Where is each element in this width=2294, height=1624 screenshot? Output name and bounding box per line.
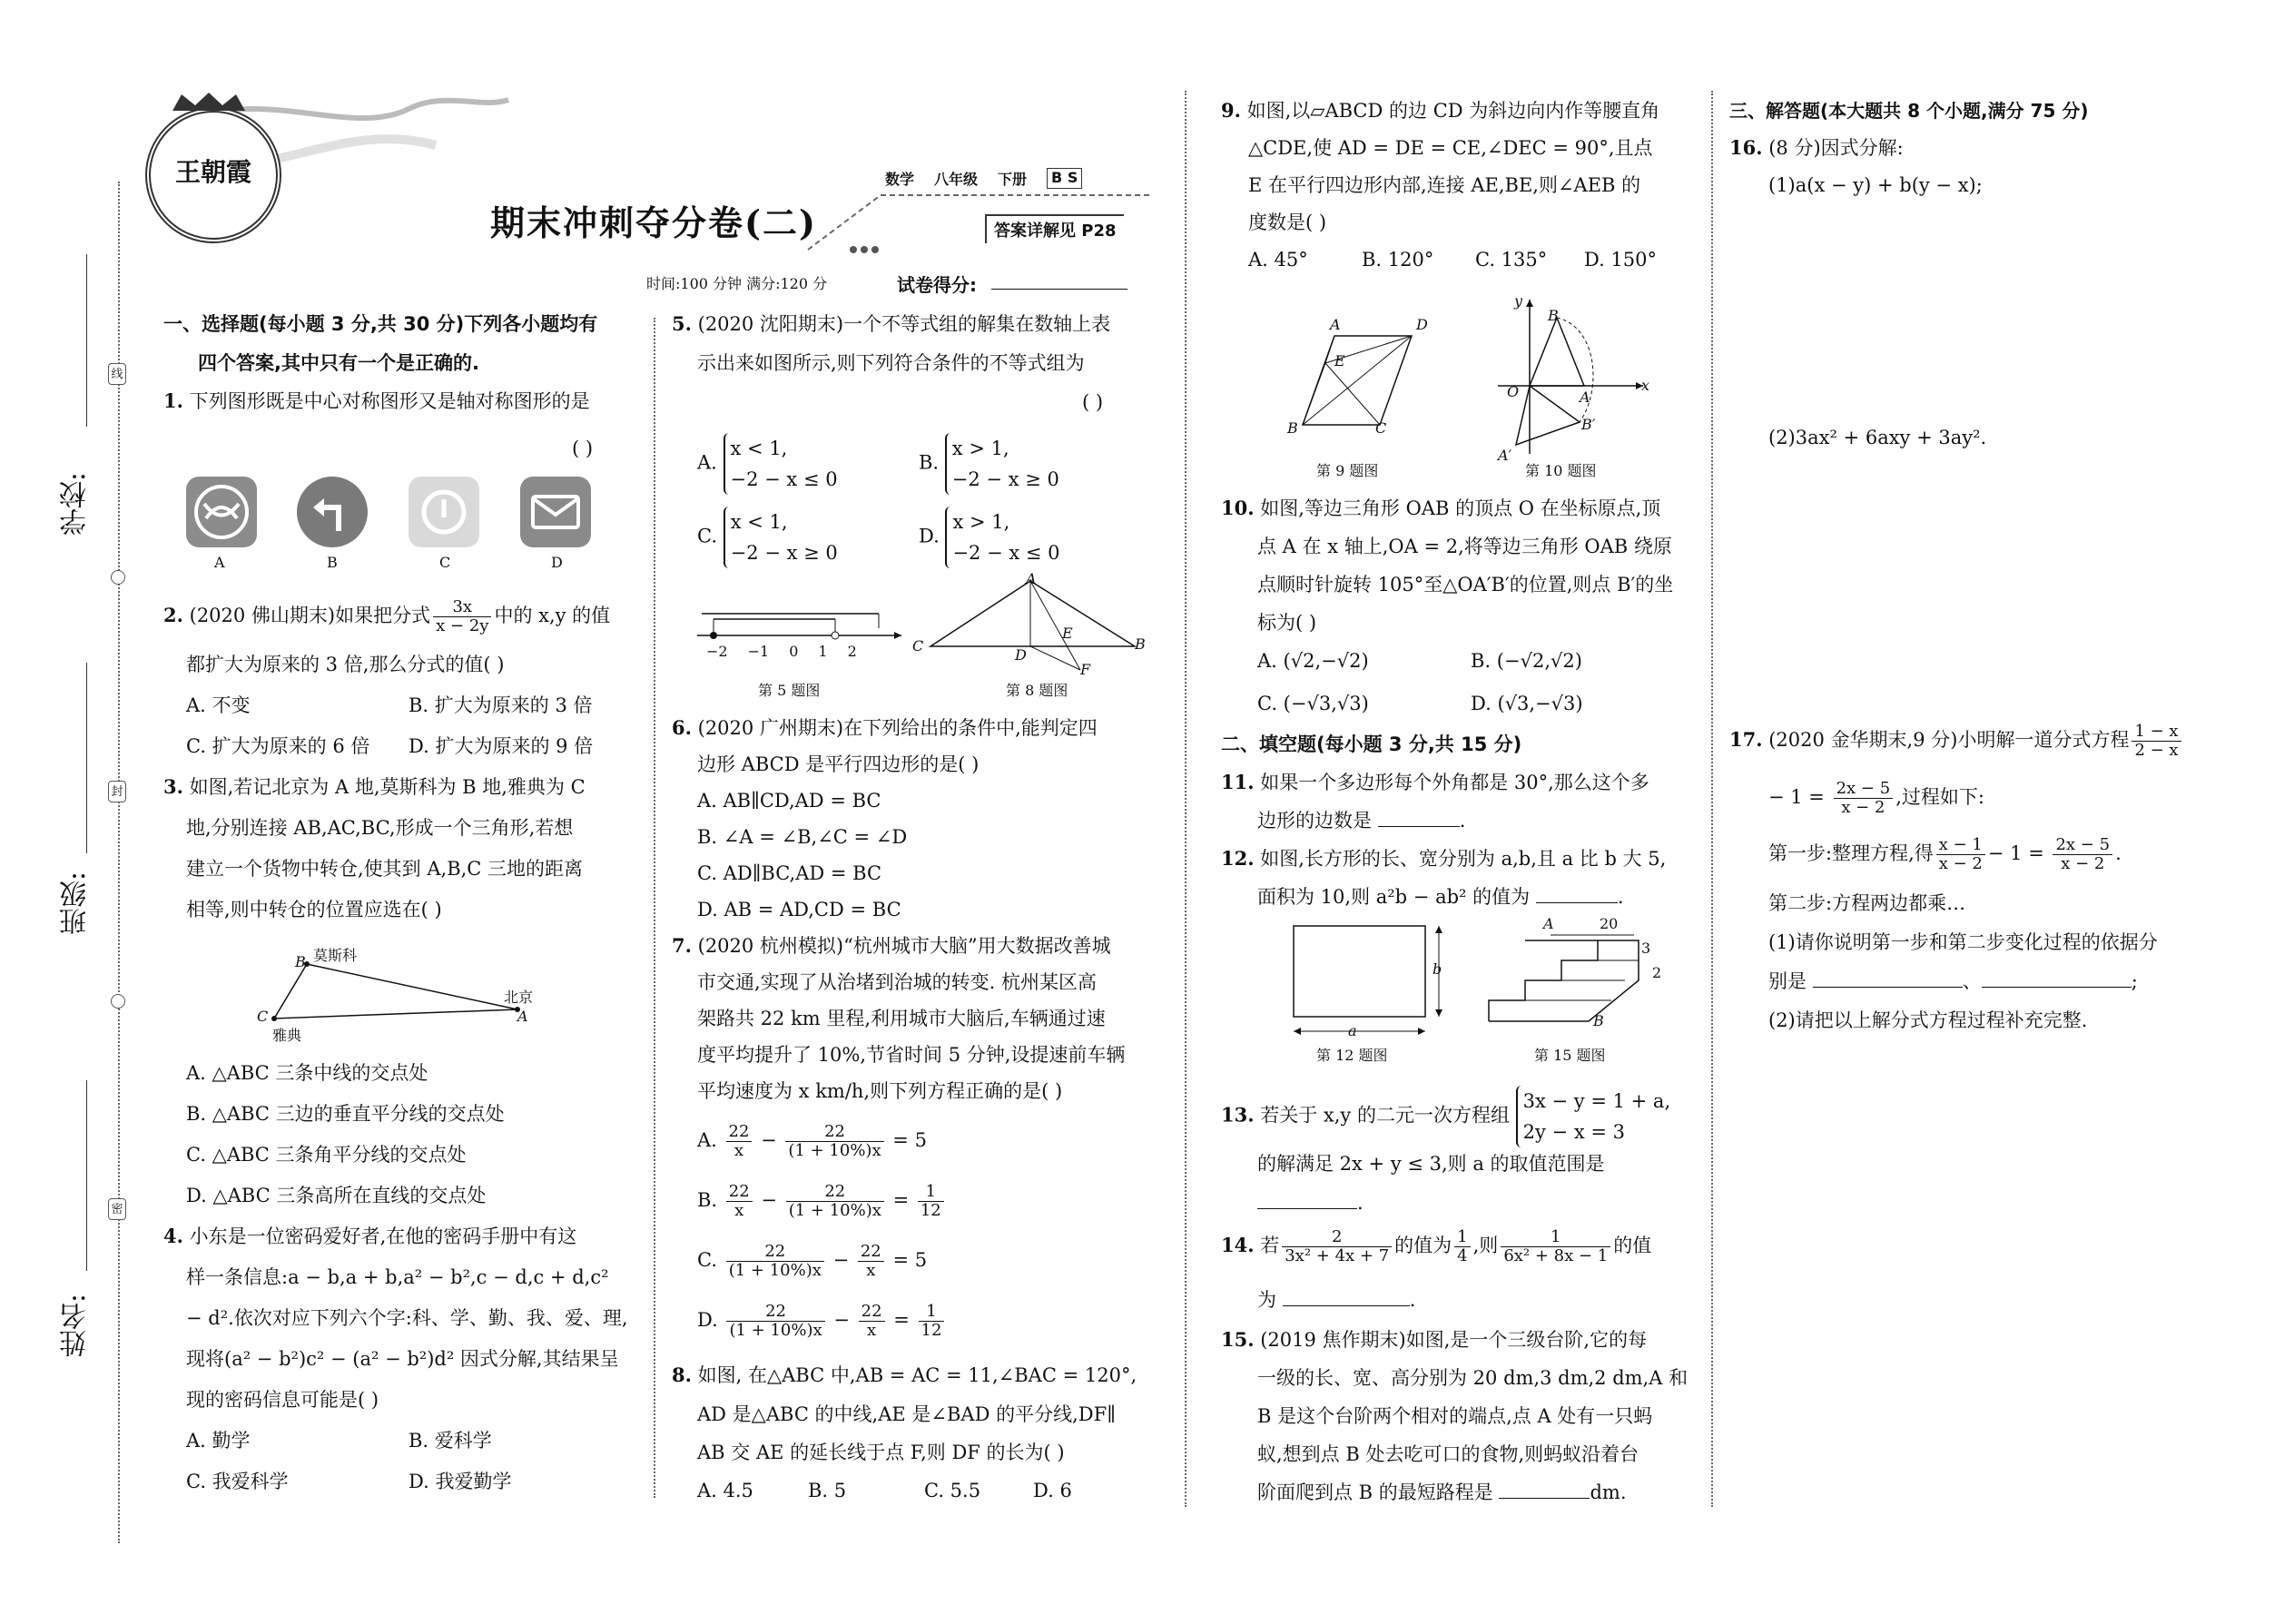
question-number: 9. — [1221, 99, 1241, 122]
option-d[interactable]: D. △ABC 三条高所在直线的交点处 — [186, 1185, 487, 1206]
answer-blank[interactable] — [1499, 1498, 1590, 1499]
question-10-line-4: 标为( ) — [1257, 612, 1317, 634]
name-label: 姓名: — [60, 1294, 92, 1358]
binding-hole — [111, 994, 125, 1009]
option-b[interactable]: B. 扩大为原来的 3 倍 — [409, 694, 593, 716]
axis-label-y: y — [1514, 292, 1523, 310]
question-text: 如果一个多边形每个外角都是 30°,那么这个多 — [1260, 772, 1649, 793]
point-label-a: A — [1330, 316, 1341, 333]
question-15-line-2: 一级的长、宽、高分别为 20 dm,3 dm,2 dm,A 和 — [1257, 1367, 1689, 1389]
option-b[interactable]: B. ∠A = ∠B,∠C = ∠D — [697, 826, 908, 848]
score-label: 试卷得分: — [897, 274, 977, 296]
question-text: (2020 杭州模拟)“杭州城市大脑”用大数据改善城 — [697, 935, 1111, 957]
crown-icon — [168, 91, 250, 113]
option-a[interactable]: A. 勤学 — [186, 1430, 251, 1452]
figure-caption: 第 15 题图 — [1534, 1047, 1606, 1064]
question-1 — [163, 383, 590, 419]
china-mobile-icon — [186, 477, 257, 547]
mail-icon — [520, 477, 591, 547]
option-letter[interactable]: D. — [919, 525, 940, 547]
axis-tick-labels: −2 −1 0 1 2 — [706, 643, 857, 660]
question-text: 如图,若记北京为 A 地,莫斯科为 B 地,雅典为 C — [189, 776, 586, 798]
option-a[interactable]: A. AB∥CD,AD = BC — [697, 790, 881, 812]
logo-text: 王朝霞 — [174, 157, 251, 187]
subject-tag: 数学 — [885, 171, 915, 188]
question-12-line-2: 面积为 10,则 a²b − ab² 的值为 . — [1257, 886, 1624, 908]
question-17-step-1: 第一步:整理方程,得 $\frac{x - 1}{x - 2}$ − 1 = $\frac{2x - 5}{x - 2}$ . — [1768, 835, 2122, 873]
question-10-line-2: 点 A 在 x 轴上,OA = 2,将等边三角形 OAB 绕原 — [1257, 536, 1672, 557]
question-7-line-2: 市交通,实现了从治堵到治城的转变. 杭州某区高 — [697, 971, 1098, 993]
option-label-c: C — [439, 554, 451, 571]
question-4-line-2: 样一条信息:a − b,a + b,a² − b²,c − d,c + d,c² — [186, 1266, 609, 1288]
question-2 — [163, 597, 610, 635]
option-a[interactable]: A. (√2,−√2) — [1257, 650, 1369, 672]
option-c[interactable]: C. 扩大为原来的 6 倍 — [186, 735, 370, 757]
option-c[interactable]: C. AD∥BC,AD = BC — [697, 862, 882, 884]
option-b — [919, 433, 1059, 495]
question-17-sub-1: (1)请你说明第一步和第二步变化过程的依据分 — [1768, 931, 2158, 953]
question-17-line-2: − 1 = $\frac{2x - 5}{x - 2}$ ,过程如下: — [1768, 779, 1984, 817]
answer-area[interactable] — [1768, 463, 2277, 708]
option-label-b: B — [327, 554, 338, 571]
option-letter[interactable]: B. — [697, 1189, 718, 1211]
school-blank[interactable] — [86, 254, 87, 427]
brace: x > 1, −2 − x ≤ 0 — [945, 507, 1059, 568]
parallelogram-figure — [1289, 318, 1443, 436]
subject-tags — [885, 168, 1157, 189]
question-14-line-2: 为 . — [1257, 1289, 1416, 1311]
point-label-e: E — [1062, 625, 1073, 642]
option-c[interactable]: C. 我爱科学 — [186, 1471, 289, 1492]
class-label: 班级: — [60, 871, 92, 936]
page-title: 期末冲刺夺分卷(二) — [490, 202, 817, 243]
option-d[interactable]: D. (√3,−√3) — [1471, 693, 1583, 714]
question-number: 7. — [672, 934, 692, 957]
point-label-b: B — [1135, 635, 1146, 653]
column-divider — [654, 318, 655, 1498]
name-blank[interactable] — [86, 1080, 87, 1271]
question-4-line-3: − d².依次对应下列六个字:科、学、勤、我、爱、理, — [186, 1307, 628, 1329]
point-label-b: B — [1287, 419, 1298, 437]
answer-blank[interactable] — [1813, 987, 1963, 988]
question-number: 11. — [1221, 771, 1255, 793]
option-c: C. $\frac{22}{(1 + 10\%)x}$ − $\frac{22}{x}$ = 5 — [697, 1242, 928, 1280]
point-label-c: C — [1375, 419, 1387, 437]
answer-blank[interactable] — [1283, 1305, 1410, 1306]
figure-caption: 第 9 题图 — [1316, 462, 1379, 479]
question-15-line-5: 阶面爬到点 B 的最短路程是 dm. — [1257, 1481, 1627, 1503]
point-label-c: C — [912, 637, 924, 655]
option-d: D. $\frac{22}{(1 + 10\%)x}$ − $\frac{22}{x}$ = $\frac{1}{12}$ — [697, 1302, 947, 1340]
height-label-2: 2 — [1652, 964, 1662, 981]
seal-mark-seal: 封 — [108, 781, 126, 802]
option-letter[interactable]: A. — [697, 1129, 717, 1151]
option-d — [919, 507, 1060, 568]
question-7-line-4: 度平均提升了 10%,节省时间 5 分钟,设提速前车辆 — [697, 1044, 1126, 1066]
question-15-line-3: B 是这个台阶两个相对的端点,点 A 处有一只蚂 — [1257, 1405, 1653, 1427]
binding-line — [118, 182, 120, 1543]
option-label-a: A — [214, 554, 225, 571]
question-number: 10. — [1221, 497, 1255, 519]
question-number: 16. — [1729, 136, 1763, 159]
grade-tag: 八年级 — [934, 171, 979, 188]
question-7 — [672, 928, 1111, 964]
option-d[interactable]: D. 扩大为原来的 9 倍 — [409, 735, 594, 757]
option-a[interactable]: A. 不变 — [186, 694, 251, 716]
option-c — [697, 507, 838, 568]
option-c[interactable]: C. 135° — [1475, 249, 1548, 271]
binding-hole — [111, 570, 125, 585]
question-number: 5. — [672, 312, 692, 335]
answer-blank[interactable] — [1378, 826, 1460, 827]
volume-tag: 下册 — [998, 171, 1028, 188]
option-a[interactable]: A. △ABC 三条中线的交点处 — [186, 1062, 428, 1084]
question-4-line-4: 现将(a² − b²)c² − (a² − b²)d² 因式分解,其结果呈 — [186, 1348, 619, 1370]
option-letter[interactable]: C. — [697, 525, 717, 547]
question-number: 3. — [163, 775, 183, 798]
option-letter[interactable]: A. — [697, 451, 717, 474]
question-text: 中的 x,y 的值 — [494, 605, 611, 626]
point-label-b: B — [295, 953, 306, 970]
question-4 — [163, 1218, 576, 1255]
option-b[interactable]: B. △ABC 三边的垂直平分线的交点处 — [186, 1103, 505, 1125]
section2-heading: 二、填空题(每小题 3 分,共 15 分) — [1221, 733, 1522, 755]
triangle-abd-figure — [917, 572, 1162, 690]
question-2-line-2: 都扩大为原来的 3 倍,那么分式的值( ) — [186, 654, 505, 675]
point-label-b: B — [1548, 307, 1559, 324]
question-number: 13. — [1221, 1103, 1255, 1127]
section1-heading-2: 四个答案,其中只有一个是正确的. — [198, 352, 479, 374]
logo-seal — [145, 107, 281, 243]
option-b[interactable]: B. (−√2,√2) — [1471, 650, 1582, 672]
question-6 — [672, 710, 1098, 746]
option-c[interactable]: C. △ABC 三条角平分线的交点处 — [186, 1144, 467, 1166]
question-number: 17. — [1729, 728, 1763, 751]
option-letter[interactable]: C. — [697, 1249, 717, 1271]
question-3-line-2: 地,分别连接 AB,AC,BC,形成一个三角形,若想 — [186, 817, 574, 839]
brace: 3x − y = 1 + a, 2y − x = 3 — [1516, 1086, 1670, 1147]
option-b[interactable]: B. 5 — [808, 1480, 847, 1501]
option-a[interactable]: A. 45° — [1248, 249, 1308, 271]
point-label-a-prime: A′ — [1498, 447, 1512, 464]
section3-heading: 三、解答题(本大题共 8 个小题,满分 75 分) — [1729, 100, 2089, 122]
answer-paren[interactable]: ( ) — [572, 438, 594, 459]
coordinate-rotation-figure — [1489, 290, 1652, 463]
brace: x < 1, −2 − x ≥ 0 — [724, 507, 838, 568]
question-16 — [1729, 130, 1904, 166]
answer-blank[interactable] — [1536, 902, 1618, 903]
question-4-line-5: 现的密码信息可能是( ) — [186, 1389, 379, 1411]
question-text: 如图,以▱ABCD 的边 CD 为斜边向内作等腰直角 — [1246, 100, 1660, 122]
option-c[interactable]: C. (−√3,√3) — [1257, 693, 1369, 714]
question-15-line-4: 蚁,想到点 B 处去吃可口的食物,则蚂蚁沿着台 — [1257, 1443, 1639, 1465]
side-label-b: b — [1433, 960, 1442, 978]
point-label-b: B — [1593, 1012, 1604, 1029]
question-13-line-2: 的解满足 2x + y ≤ 3,则 a 的取值范围是 — [1257, 1153, 1605, 1175]
place-label-athens: 雅典 — [272, 1027, 302, 1044]
answer-paren[interactable]: ( ) — [1082, 391, 1104, 413]
question-text: (2019 焦作期末)如图,是一个三级台阶,它的每 — [1260, 1329, 1648, 1351]
power-button-icon — [409, 477, 479, 547]
question-number: 1. — [163, 389, 183, 412]
option-d[interactable]: D. 150° — [1584, 249, 1658, 271]
question-14: 14. 若 $\frac{2}{\text{3x² + 4x + 7}}$ 的值为 $\frac{1}{4}$ ,则 $\frac{1}{\text{6x² + 8x − 1}}$ 的值 — [1221, 1227, 1652, 1265]
answer-area[interactable] — [1768, 209, 2277, 408]
option-a — [697, 433, 838, 495]
question-8-line-3: AB 交 AE 的延长线于点 F,则 DF 的长为( ) — [697, 1442, 1065, 1463]
question-17-step-2: 第二步:方程两边都乘… — [1768, 892, 1966, 914]
question-17: 17. (2020 金华期末,9 分)小明解一道分式方程 $\frac{1 - x}{2 - x}$ — [1729, 722, 2184, 760]
answer-blank[interactable] — [1982, 987, 2132, 988]
question-5-line-2: 示出来如图所示,则下列符合条件的不等式组为 — [697, 352, 1085, 374]
question-number: 14. — [1221, 1234, 1255, 1256]
figure-caption: 第 12 题图 — [1316, 1047, 1388, 1064]
question-16-part-1: (1)a(x − y) + b(y − x); — [1768, 174, 1983, 196]
option-b[interactable]: B. 爱科学 — [409, 1430, 492, 1452]
answer-ref: 答案详解见 P28 — [985, 214, 1124, 243]
length-label-20: 20 — [1600, 915, 1619, 932]
question-15 — [1221, 1322, 1647, 1358]
origin-label: O — [1507, 383, 1520, 400]
point-label-f: F — [1080, 661, 1091, 678]
point-label-c: C — [257, 1008, 269, 1025]
place-label-beijing: 北京 — [504, 989, 534, 1006]
question-9 — [1221, 93, 1659, 129]
question-3-line-4: 相等,则中转仓的位置应选在( ) — [186, 899, 442, 920]
question-17-sub-1-blanks: 别是 、 ; — [1768, 970, 2138, 992]
seal-mark-secret: 密 — [108, 1198, 126, 1220]
question-9-line-2: △CDE,使 AD = DE = CE,∠DEC = 90°,且点 — [1248, 137, 1653, 159]
question-number: 2. — [163, 604, 183, 626]
point-label-a: A — [1026, 570, 1037, 587]
width-label-3: 3 — [1641, 940, 1651, 957]
brace: x > 1, −2 − x ≥ 0 — [945, 433, 1059, 495]
side-label-a: a — [1348, 1022, 1357, 1039]
seal-mark-line: 线 — [108, 363, 126, 385]
axis-label-x: x — [1641, 377, 1650, 394]
question-8 — [672, 1357, 1137, 1393]
question-13: 13. 若关于 x,y 的二元一次方程组 3x − y = 1 + a, 2y − x = 3 — [1221, 1086, 1670, 1147]
edition-tag: B S — [1047, 168, 1082, 189]
question-text: (2020 广州期末)在下列给出的条件中,能判定四 — [697, 717, 1098, 739]
question-12 — [1221, 841, 1666, 877]
score-blank[interactable] — [991, 289, 1127, 290]
option-label-d: D — [551, 554, 563, 571]
place-label-moscow: 莫斯科 — [313, 947, 358, 964]
option-a: A. $\frac{22}{x}$ − $\frac{22}{(1 + 10\%)x}$ = 5 — [697, 1122, 927, 1160]
point-label-e: E — [1334, 352, 1345, 369]
question-11-line-2: 边形的边数是 . — [1257, 810, 1466, 832]
school-label: 学校: — [60, 472, 92, 536]
question-number: 12. — [1221, 847, 1255, 870]
section1-heading: 一、选择题(每小题 3 分,共 30 分)下列各小题均有 — [163, 313, 598, 335]
question-10 — [1221, 490, 1660, 527]
class-blank[interactable] — [86, 663, 87, 853]
question-number: 8. — [672, 1363, 692, 1386]
option-d[interactable]: D. AB = AD,CD = BC — [697, 899, 901, 920]
question-text: 如图,等边三角形 OAB 的顶点 O 在坐标原点,顶 — [1260, 497, 1661, 519]
option-d[interactable]: D. 我爱勤学 — [409, 1471, 512, 1492]
question-text: (2020 沈阳期末)一个不等式组的解集在数轴上表 — [697, 313, 1111, 335]
option-b: B. $\frac{22}{x}$ − $\frac{22}{(1 + 10\%)x}$ = $\frac{1}{12}$ — [697, 1182, 947, 1220]
question-number: 6. — [672, 716, 692, 739]
fraction: $\frac{3x}{x - 2y}$ — [433, 598, 491, 635]
answer-blank[interactable] — [1257, 1208, 1357, 1209]
point-label-b-prime: B′ — [1581, 416, 1596, 433]
question-17-sub-2: (2)请把以上解分式方程过程补充完整. — [1768, 1009, 2088, 1031]
figure-caption: 第 5 题图 — [758, 682, 821, 699]
option-c[interactable]: C. 5.5 — [924, 1480, 981, 1501]
question-number: 4. — [163, 1225, 183, 1247]
option-letter[interactable]: D. — [697, 1309, 718, 1331]
question-text: 下列图形既是中心对称图形又是轴对称图形的是 — [189, 390, 590, 412]
question-text: (8 分)因式分解: — [1768, 137, 1904, 159]
option-letter[interactable]: B. — [919, 451, 940, 474]
question-text: 如图,长方形的长、宽分别为 a,b,且 a 比 b 大 5, — [1260, 848, 1667, 870]
point-label-a: A — [1543, 915, 1554, 932]
point-label-a: A — [1580, 389, 1590, 406]
question-number: 15. — [1221, 1328, 1255, 1351]
question-16-part-2: (2)3ax² + 6axy + 3ay². — [1768, 427, 1987, 448]
question-text: 小东是一位密码爱好者,在他的密码手册中有这 — [189, 1225, 577, 1247]
question-6-line-2: 边形 ABCD 是平行四边形的是( ) — [697, 753, 980, 775]
point-label-d: D — [1416, 316, 1428, 333]
column-divider — [1185, 91, 1186, 1507]
question-text: (2020 佛山期末)如果把分式 — [189, 605, 431, 626]
rectangle-figure — [1280, 917, 1452, 1039]
figure-caption: 第 10 题图 — [1525, 462, 1597, 479]
time-info: 时间:100 分钟 满分:120 分 — [646, 275, 828, 292]
option-d[interactable]: D. 6 — [1033, 1480, 1072, 1501]
question-9-line-3: E 在平行四边形内部,连接 AE,BE,则∠AEB 的 — [1248, 174, 1641, 196]
brace: x < 1, −2 − x ≤ 0 — [724, 433, 838, 495]
question-5 — [672, 306, 1110, 342]
answer-area[interactable] — [1768, 1044, 2277, 1498]
point-label-d: D — [1015, 646, 1027, 664]
question-8-line-2: AD 是△ABC 的中线,AE 是∠BAD 的平分线,DF∥ — [697, 1403, 1116, 1425]
figure-caption: 第 8 题图 — [1006, 682, 1068, 699]
question-7-line-5: 平均速度为 x km/h,则下列方程正确的是( ) — [697, 1080, 1063, 1102]
question-3 — [163, 769, 586, 805]
option-a[interactable]: A. 4.5 — [697, 1480, 753, 1501]
option-b[interactable]: B. 120° — [1362, 249, 1434, 271]
question-13-line-3: . — [1257, 1185, 1364, 1221]
question-11 — [1221, 764, 1649, 801]
question-3-line-3: 建立一个货物中转仓,使其到 A,B,C 三地的距离 — [186, 858, 584, 880]
point-label-a: A — [517, 1008, 528, 1025]
question-7-line-3: 架路共 22 km 里程,利用城市大脑后,车辆通过速 — [697, 1008, 1106, 1029]
column-divider — [1711, 91, 1713, 1507]
turn-left-sign-icon — [297, 477, 368, 547]
question-9-line-4: 度数是( ) — [1248, 212, 1327, 233]
question-text: 如图, 在△ABC 中,AB = AC = 11,∠BAC = 120°, — [697, 1364, 1137, 1386]
question-10-line-3: 点顺时针旋转 105°至△OA′B′的位置,则点 B′的坐 — [1257, 574, 1674, 595]
